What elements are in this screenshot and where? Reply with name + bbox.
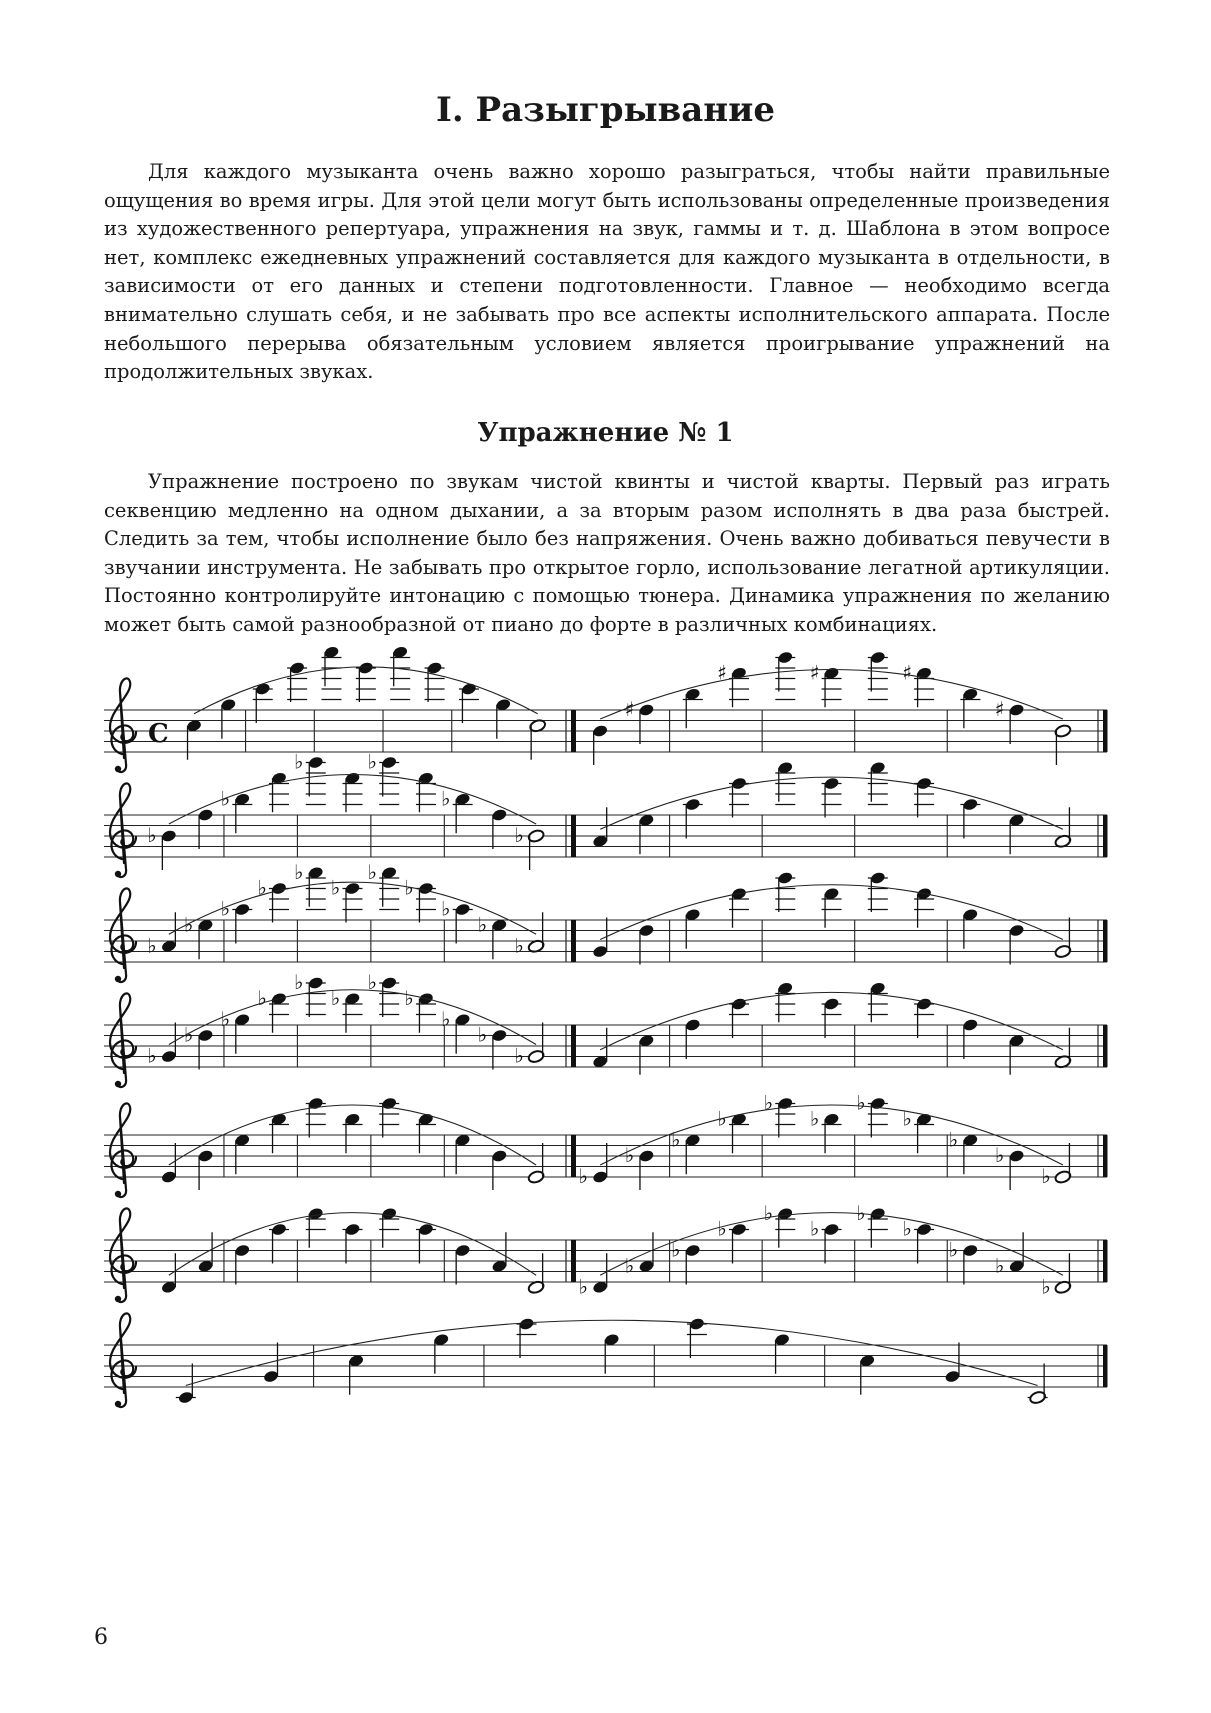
note-head (916, 1222, 933, 1236)
note-head (491, 808, 508, 822)
note-head (731, 997, 748, 1011)
note-head (234, 1243, 251, 1257)
intro-paragraph: Для каждого музыканта очень важно хорошо разыграться, чтобы найти правильные ощущения во время игры. Для этой цели могут быть использованы определенные произведения из художественного репертуара, упражнения на звук, гаммы и т. д. Шаблона в этом вопросе нет, комплекс ежедневных упражнений составляется для каждого музыканта в отдельности, в зависимости от его данных и степени подготовленности. Главное — необходимо всегда внимательно слушать себя, и не забывать про все аспекты исполнительского аппарата. После небольшого перерыва обязательным условием является проигрывание упражнений на продолжительных звуках. (104, 160, 1110, 384)
flat-accidental: ♭ (147, 1043, 157, 1068)
note-head (197, 808, 214, 822)
flat-accidental: ♭ (330, 875, 341, 900)
flat-accidental: ♭ (948, 1127, 959, 1152)
note-head (381, 976, 398, 990)
treble-clef-icon (110, 783, 136, 877)
treble-clef-icon (110, 1103, 136, 1197)
time-signature: C (148, 719, 169, 749)
note-head (638, 923, 655, 937)
note-head (307, 976, 324, 990)
flat-accidental: ♭ (624, 1253, 635, 1278)
note-head (870, 871, 887, 885)
slur (194, 667, 538, 714)
note-head (592, 1170, 609, 1184)
flat-accidental: ♭ (1041, 1164, 1051, 1188)
staff-system (104, 645, 1108, 772)
note-head (161, 1049, 178, 1063)
note-head (916, 776, 933, 790)
flat-accidental: ♭ (578, 1164, 588, 1188)
flat-accidental: ♭ (856, 1090, 866, 1115)
flat-accidental: ♭ (809, 1216, 820, 1241)
flat-accidental: ♭ (440, 1006, 451, 1031)
note-head (344, 1222, 361, 1236)
sharp-accidental: ♯ (809, 660, 820, 685)
flat-accidental: ♭ (440, 896, 451, 921)
staff-system (104, 1201, 1108, 1302)
flat-accidental: ♭ (763, 1200, 774, 1225)
flat-accidental: ♭ (856, 1200, 866, 1225)
note-head (689, 1317, 706, 1331)
flat-accidental: ♭ (948, 1237, 959, 1262)
note-head (197, 1028, 214, 1042)
note-head (381, 755, 398, 769)
note-head (777, 871, 794, 885)
staff-system (104, 970, 1108, 1087)
note-head (962, 1243, 979, 1257)
flat-accidental: ♭ (367, 749, 377, 774)
note-head (358, 661, 375, 675)
flat-accidental: ♭ (514, 933, 524, 958)
flat-accidental: ♭ (671, 1237, 681, 1262)
note-head (592, 944, 609, 958)
flat-accidental: ♭ (671, 1127, 681, 1152)
final-bar-line (1103, 1345, 1108, 1387)
note-head (418, 881, 435, 895)
note-head (1008, 703, 1025, 717)
note-head (731, 1222, 748, 1236)
flat-accidental: ♭ (440, 786, 451, 811)
flat-accidental: ♭ (477, 1022, 488, 1047)
note-head (197, 1149, 214, 1163)
flat-accidental: ♭ (183, 912, 194, 937)
note-head (454, 902, 471, 916)
sharp-accidental: ♯ (902, 660, 912, 685)
note-head (271, 881, 288, 895)
staff-system (104, 750, 1108, 878)
note-head (916, 997, 933, 1011)
flat-accidental: ♭ (902, 1216, 912, 1241)
note-head (307, 755, 324, 769)
flat-accidental: ♭ (404, 875, 414, 900)
note-head (777, 650, 794, 664)
note-head (161, 829, 178, 843)
flat-accidental: ♭ (257, 985, 267, 1010)
note-head (1008, 1149, 1025, 1163)
note-head (638, 703, 655, 717)
sharp-accidental: ♯ (994, 697, 1005, 721)
flat-accidental: ♭ (257, 875, 267, 900)
flat-accidental: ♭ (1041, 1274, 1051, 1299)
flat-accidental: ♭ (294, 970, 304, 994)
final-bar-line (1103, 1135, 1108, 1177)
note-head (638, 1149, 655, 1163)
treble-clef-icon (110, 888, 136, 982)
note-head (731, 776, 748, 790)
flat-accidental: ♭ (514, 1043, 524, 1068)
flat-accidental: ♭ (902, 1106, 912, 1131)
flat-accidental: ♭ (717, 1216, 727, 1241)
sharp-accidental: ♯ (717, 660, 727, 685)
flat-accidental: ♭ (294, 859, 304, 884)
final-bar-line (1103, 1240, 1108, 1282)
double-bar-line (571, 1025, 576, 1067)
flat-accidental: ♭ (220, 786, 231, 811)
flat-accidental: ♭ (514, 823, 524, 847)
treble-clef-icon (110, 993, 136, 1087)
note-head (518, 1317, 535, 1331)
flat-accidental: ♭ (763, 1090, 774, 1115)
exercise-title: Упражнение № 1 (477, 418, 734, 448)
flat-accidental: ♭ (624, 1143, 635, 1167)
note-head (944, 1369, 961, 1383)
flat-accidental: ♭ (578, 1274, 588, 1299)
flat-accidental: ♭ (809, 1106, 820, 1131)
flat-accidental: ♭ (994, 1253, 1005, 1278)
note-head (234, 902, 251, 916)
note-head (684, 1018, 701, 1032)
final-bar-line (1103, 815, 1108, 857)
treble-clef-icon (110, 1313, 136, 1407)
double-bar-line (571, 815, 576, 857)
note-head (592, 724, 609, 738)
exercise-paragraph: Упражнение построено по звукам чистой квинты и чистой кварты. Первый раз играть секвенцию медленно на одном дыхании, а за вторым разом исполнять в два раза быстрей. Следить за тем, чтобы исполнение было без напряжения. Очень важно добиваться певучести в звучании инструмента. Не забывать про открытое горло, использование легатной артикуляции. Постоянно контролируйте интонацию с помощью тюнера. Динамика упражнения по желанию может быть самой разнообразной от пиано до форте в различных комбинациях. (104, 470, 1110, 636)
note-head (178, 1390, 195, 1404)
note-head (823, 997, 840, 1011)
staff-system (104, 1091, 1108, 1198)
note-head (962, 1018, 979, 1032)
flat-accidental: ♭ (404, 985, 414, 1010)
staff-system (104, 860, 1108, 982)
sharp-accidental: ♯ (624, 697, 635, 721)
page-number: 6 (94, 1625, 108, 1650)
staff-system (104, 1313, 1108, 1407)
note-head (161, 1170, 178, 1184)
flat-accidental: ♭ (220, 896, 231, 921)
note-head (823, 776, 840, 790)
final-bar-line (1103, 1025, 1108, 1067)
treble-clef-icon (110, 1208, 136, 1302)
double-bar-line (571, 710, 576, 752)
chapter-title: I. Разыгрывание (435, 90, 776, 130)
note-head (684, 1243, 701, 1257)
note-head (491, 1149, 508, 1163)
flat-accidental: ♭ (294, 749, 304, 774)
note-head (870, 650, 887, 664)
final-bar-line (1103, 920, 1108, 962)
flat-accidental: ♭ (367, 970, 377, 994)
double-bar-line (571, 1240, 576, 1282)
flat-accidental: ♭ (717, 1106, 727, 1131)
flat-accidental: ♭ (330, 985, 341, 1010)
flat-accidental: ♭ (147, 933, 157, 958)
final-bar-line (1103, 710, 1108, 752)
flat-accidental: ♭ (220, 1006, 231, 1031)
double-bar-line (571, 1135, 576, 1177)
note-head (962, 797, 979, 811)
note-head (454, 1243, 471, 1257)
note-head (823, 1222, 840, 1236)
note-head (684, 797, 701, 811)
note-head (491, 1028, 508, 1042)
flat-accidental: ♭ (477, 912, 488, 937)
flat-accidental: ♭ (367, 859, 377, 884)
flat-accidental: ♭ (994, 1143, 1005, 1167)
note-head (1008, 923, 1025, 937)
note-head (344, 881, 361, 895)
note-head (263, 1369, 280, 1383)
flat-accidental: ♭ (183, 1022, 194, 1047)
flat-accidental: ♭ (147, 823, 157, 847)
treble-clef-icon (110, 678, 136, 772)
double-bar-line (571, 920, 576, 962)
